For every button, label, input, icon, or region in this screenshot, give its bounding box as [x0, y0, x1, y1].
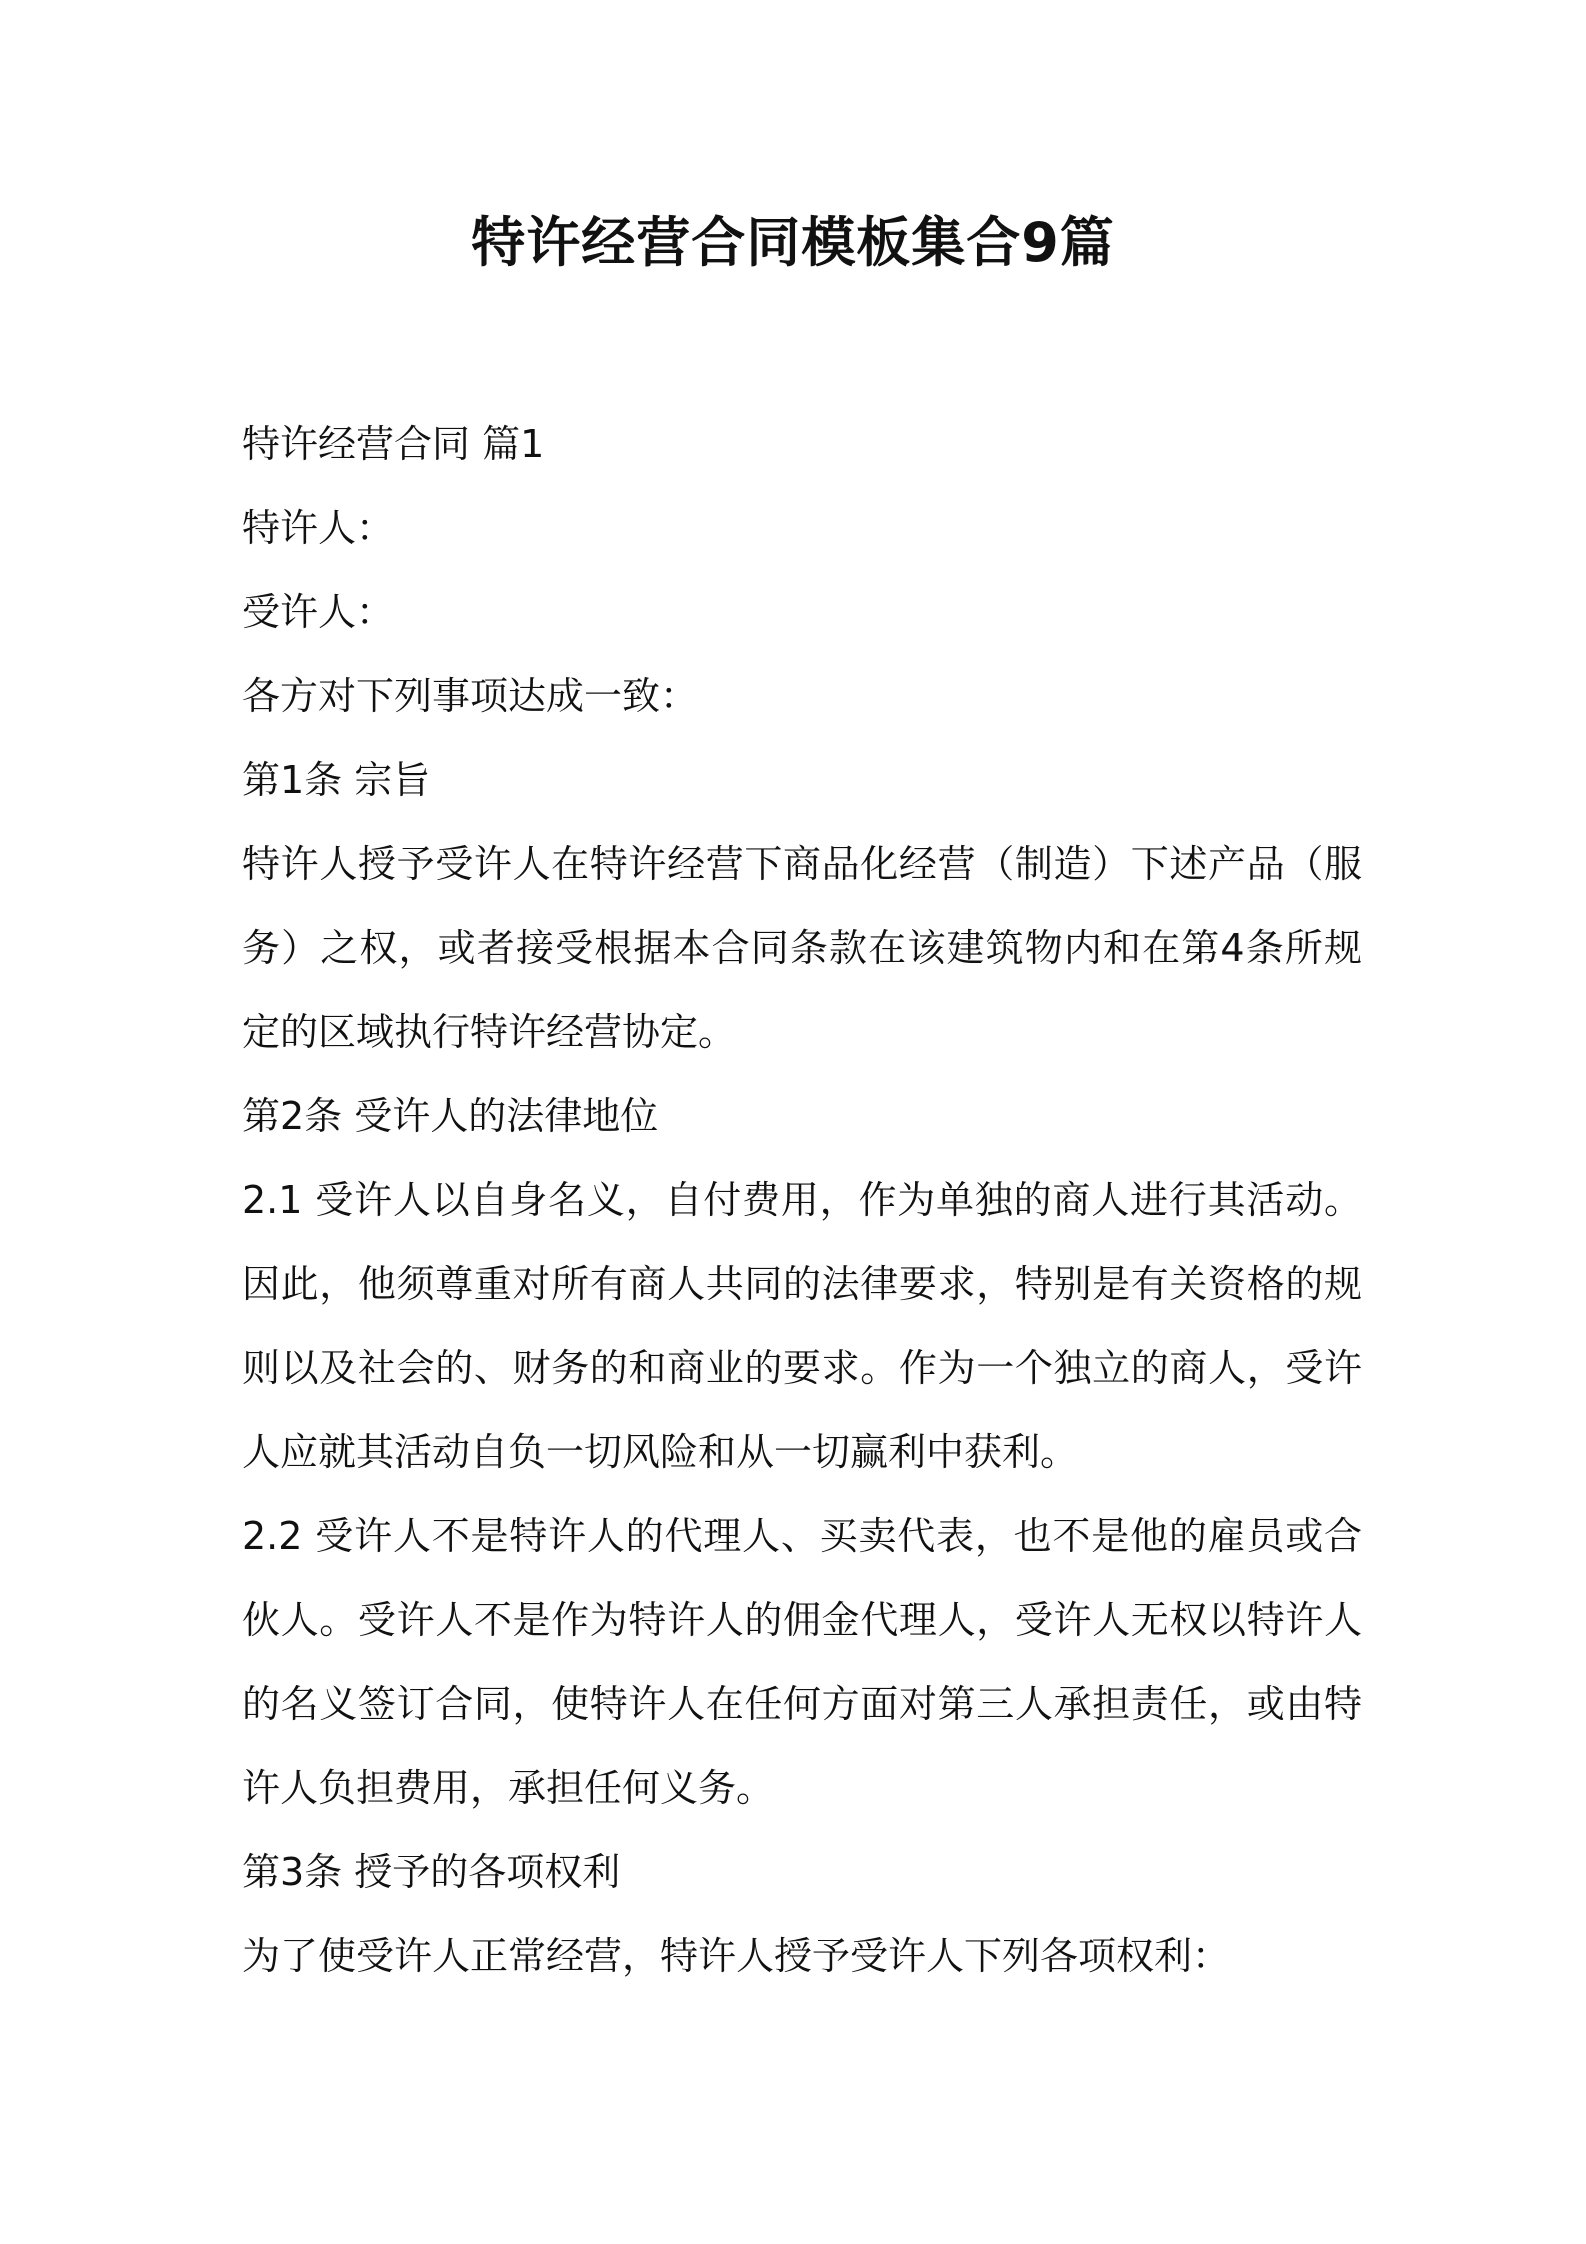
- clause-paragraph: 2.2 受许人不是特许人的代理人、买卖代表，也不是他的雇员或合伙人。受许人不是作为特许人的佣金代理人，受许人无权以特许人的名义签订合同，使特许人在任何方面对第三人承担责任，或由特许人负担费用，承担任何义务。: [242, 1514, 1362, 1810]
- article-heading: 第3条 授予的各项权利: [242, 1850, 621, 1894]
- article-heading: 第1条 宗旨: [242, 758, 431, 802]
- document-title: 特许经营合同模板集合9篇: [471, 211, 1115, 274]
- article-paragraph: 特许人授予受许人在特许经营下商品化经营（制造）下述产品（服务）之权，或者接受根据本合同条款在该建筑物内和在第4条所规定的区域执行特许经营协定。: [242, 842, 1362, 1054]
- party-franchisee-label: 受许人：: [242, 590, 395, 634]
- section-heading: 特许经营合同 篇1: [242, 422, 545, 466]
- clause-paragraph: 2.1 受许人以自身名义，自付费用，作为单独的商人进行其活动。因此，他须尊重对所有商人共同的法律要求，特别是有关资格的规则以及社会的、财务的和商业的要求。作为一个独立的商人，受许人应就其活动自负一切风险和从一切赢利中获利。: [242, 1178, 1362, 1474]
- document-body: [242, 402, 1362, 1998]
- article-paragraph: 为了使受许人正常经营，特许人授予受许人下列各项权利：: [242, 1934, 1231, 1978]
- party-franchisor-label: 特许人：: [242, 506, 395, 550]
- article-heading: 第2条 受许人的法律地位: [242, 1094, 659, 1138]
- agreement-intro: 各方对下列事项达成一致：: [242, 674, 699, 718]
